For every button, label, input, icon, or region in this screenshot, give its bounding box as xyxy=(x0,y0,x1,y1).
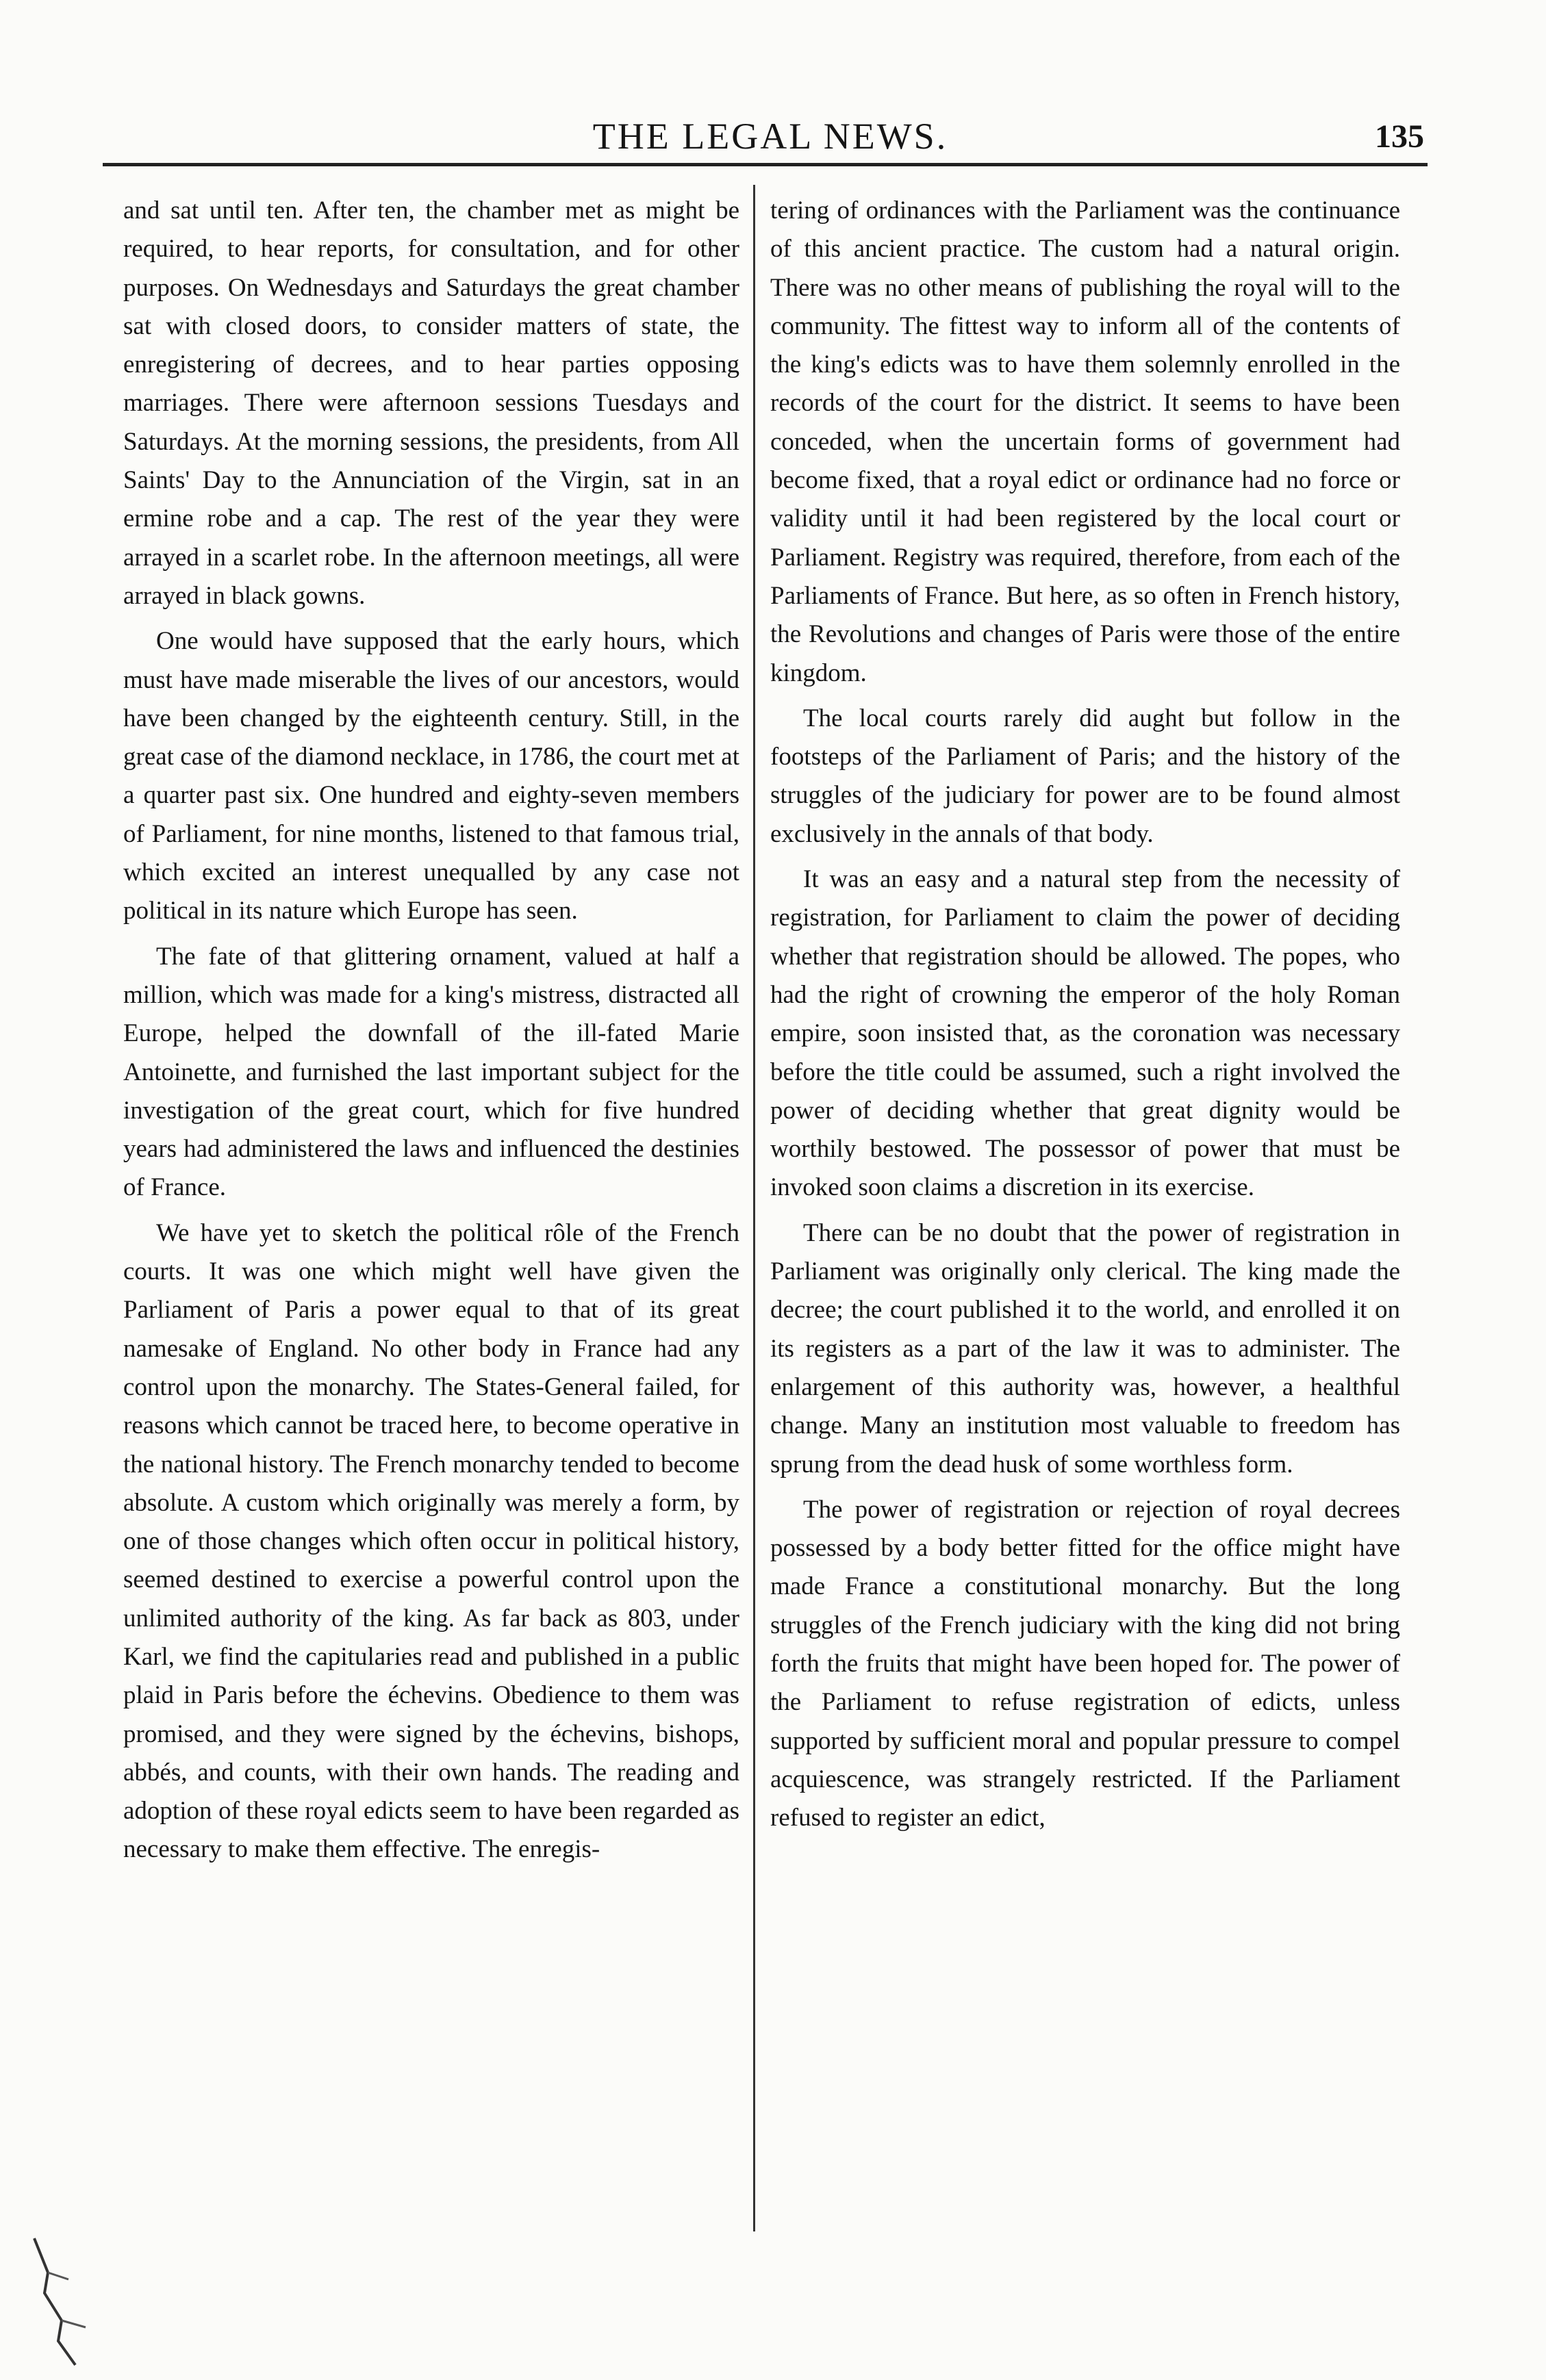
paragraph: The local courts rarely did aught but follow in the footsteps of the Parliament of Paris; and the history of the struggles of the judiciary for power are to be found almost exclusively in the annals of that body. xyxy=(770,704,1400,848)
column-divider xyxy=(753,185,755,2231)
left-column xyxy=(123,192,739,2252)
header-rule xyxy=(103,163,1428,166)
paragraph: and sat until ten. After ten, the chamber met as might be required, to hear reports, for consultation, and for other purposes. On Wednesdays and Saturdays the great chamber sat with closed doors, to consider matters of state, the enregistering of decrees, and to hear parties opposing marriages. There were afternoon sessions Tuesdays and Saturdays. At the morning sessions, the presidents, from All Saints' Day to the Annunciation of the Virgin, sat in an ermine robe and a cap. The rest of the year they were arrayed in a scarlet robe. In the afternoon meetings, all were arrayed in black gowns. xyxy=(123,196,739,610)
paragraph: tering of ordinances with the Parliament was the continuance of this ancient practice. The custom had a natural origin. There was no other means of publishing the royal will to the community. The fittest way to inform all of the contents of the king's edicts was to have them solemnly enrolled in the records of the court for the district. It seems to have been conceded, when the uncertain forms of government had become fixed, that a royal edict or ordinance had no force or validity until it had been registered by the local court or Parliament. Registry was required, therefore, from each of the Parliaments of France. But here, as so often in French history, the Revolutions and changes of Paris were those of the entire kingdom. xyxy=(770,196,1400,687)
right-column xyxy=(770,192,1400,2252)
running-title: THE LEGAL NEWS. xyxy=(592,116,948,157)
paragraph: We have yet to sketch the political rôle of the French courts. It was one which might well have given the Parliament of Paris a power equal to that of its great namesake of England. No other body in France had any control upon the monarchy. The States-General failed, for reasons which cannot be traced here, to become operative in the national history. The French monarchy tended to become absolute. A custom which originally was merely a form, by one of those changes which often occur in political history, seemed destined to exercise a powerful control upon the unlimited authority of the king. As far back as 803, under Karl, we find the capitularies read and published in a public plaid in Paris before the échevins. Obedience to them was promised, and they were signed by the échevins, bishops, abbés, and counts, with their own hands. The reading and adoption of these royal edicts seem to have been regarded as necessary to make them effective. The enregis- xyxy=(123,1218,739,1864)
scan-artifact-mark xyxy=(21,2231,123,2368)
page-header xyxy=(116,103,1424,164)
paragraph: There can be no doubt that the power of registration in Parliament was originally only clerical. The king made the decree; the court published it to the world, and enrolled it on its registers as a part of the law it was to administer. The enlargement of this authority was, however, a healthful change. Many an institution most valuable to freedom has sprung from the dead husk of some worthless form. xyxy=(770,1218,1400,1479)
paragraph: It was an easy and a natural step from the necessity of registration, for Parliament to claim the power of deciding whether that registration should be allowed. The popes, who had the right of crowning the emperor of the holy Roman empire, soon insisted that, as the coronation was necessary before the title could be assumed, such a right involved the power of deciding whether that great dignity would be worthily bestowed. The possessor of power that must be invoked soon claims a discretion in its exercise. xyxy=(770,865,1400,1202)
page-number: 135 xyxy=(1375,118,1424,155)
paragraph: The power of registration or rejection of royal decrees possessed by a body better fitted for the office might have made France a constitutional monarchy. But the long struggles of the French judiciary with the king did not bring forth the fruits that might have been hoped for. The power of the Parliament to refuse registration of edicts, unless supported by sufficient moral and popular pressure to compel acquiescence, was strangely restricted. If the Parliament refused to register an edict, xyxy=(770,1495,1400,1832)
paragraph: One would have supposed that the early hours, which must have made miserable the lives of our ancestors, would have been changed by the eighteenth century. Still, in the great case of the diamond necklace, in 1786, the court met at a quarter past six. One hundred and eighty-seven members of Parliament, for nine months, listened to that famous trial, which excited an interest unequalled by any case not political in its nature which Europe has seen. xyxy=(123,627,739,925)
paragraph: The fate of that glittering ornament, valued at half a million, which was made for a king's mistress, distracted all Europe, helped the downfall of the ill-fated Marie Antoinette, and furnished the last important subject for the investigation of the great court, which for five hundred years had administered the laws and influenced the destinies of France. xyxy=(123,942,739,1202)
